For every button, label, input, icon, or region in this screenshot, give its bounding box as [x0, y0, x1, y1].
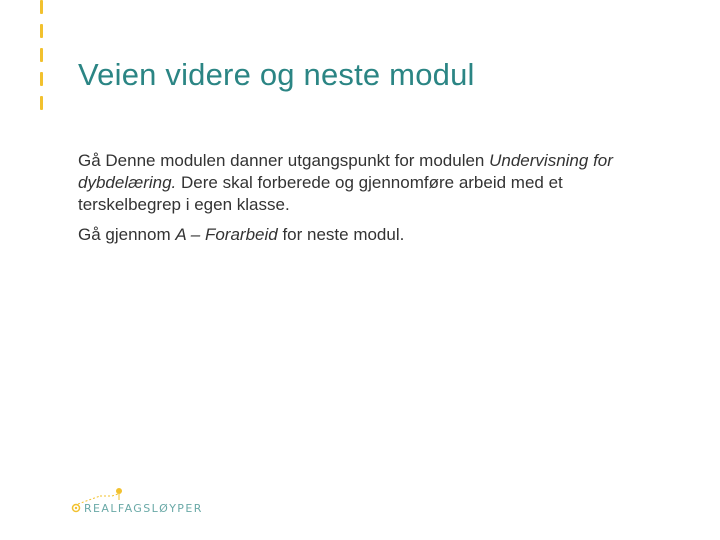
paragraph-1-tail: Dere skal forberede og gjennomføre arbeid med et terskelbegrep i egen klasse. [78, 173, 563, 214]
realfagsloyper-logo [70, 486, 203, 522]
slide-title: Veien videre og neste modul [78, 57, 475, 92]
accent-bar [40, 0, 43, 114]
paragraph-1-lead: Gå Denne modulen danner utgangspunkt for modulen [78, 151, 490, 170]
paragraph-1-emphasis: Undervisning for dybdelæring. [78, 151, 613, 192]
paragraph-2-tail: for neste modul. [277, 225, 405, 244]
paragraph-2 [78, 224, 638, 246]
logo-text: REALFAGSLØYPER [84, 502, 203, 515]
paragraph-2-emphasis: A – Forarbeid [175, 225, 278, 244]
slide-body [78, 150, 638, 254]
paragraph-2-lead: Gå gjennom [78, 225, 176, 244]
paragraph-1 [78, 150, 638, 216]
